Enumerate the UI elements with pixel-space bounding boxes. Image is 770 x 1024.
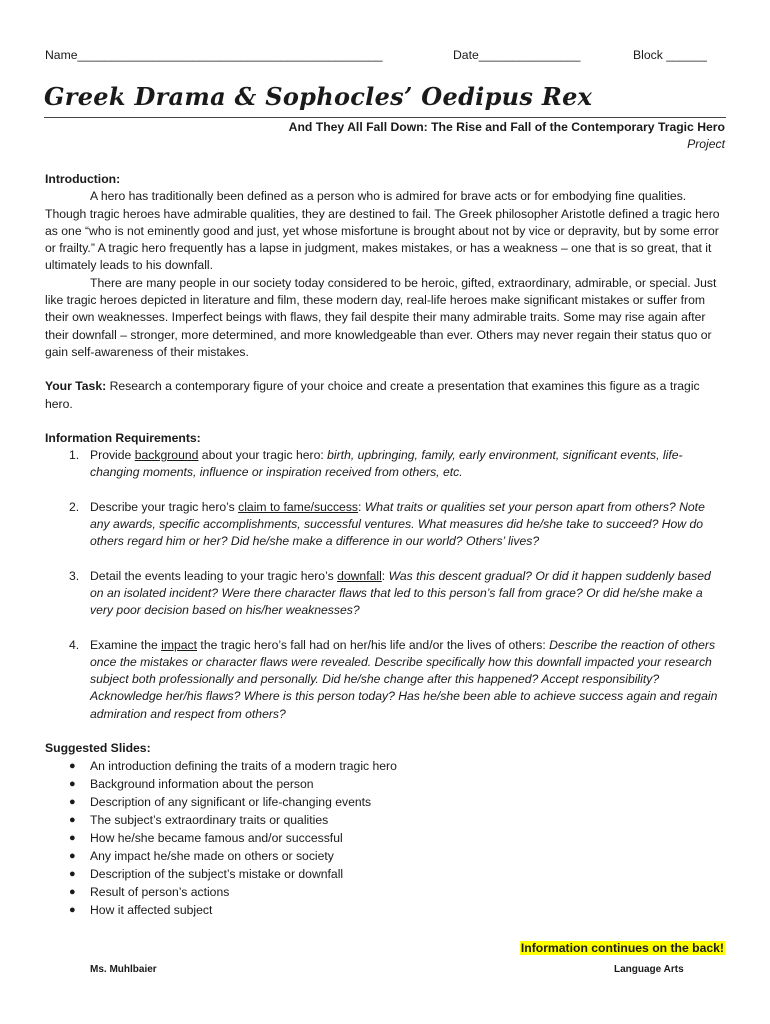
requirement-number: 4. bbox=[69, 637, 80, 652]
list-item: ● The subject’s extraordinary traits or qualities bbox=[69, 813, 329, 828]
footer-subject: Language Arts bbox=[614, 964, 684, 975]
requirement-key: downfall bbox=[337, 568, 382, 583]
list-item: ● Result of person’s actions bbox=[69, 885, 230, 900]
task-paragraph bbox=[45, 378, 725, 413]
requirement-key: background bbox=[134, 448, 199, 463]
requirement-number: 2. bbox=[69, 499, 80, 514]
intro-paragraph-2: There are many people in our society today considered to be heroic, gifted, extraordinary, admirable, or special. Just like tragic heroes depicted in literature and film, these modern day, real-life heroes make significant mistakes or suffer from their own weaknesses. Imperfect beings with flaws, they fail despite their many admirable traits. Some may rise again after their downfall – stronger, more determined, and more knowledgeable than ever. Others may never regain their status quo or gain self-awareness of their mistakes. bbox=[45, 275, 717, 359]
block-field: Block ______ bbox=[633, 48, 707, 62]
intro-paragraph-1: A hero has traditionally been defined as a person who is admired for brave acts or for embodying fine qualities. Though tragic heroes have admirable qualities, they are destined to fail. The Greek philosopher Aristotle defined a tragic hero as one “who is not eminently good and just, yet whose misfortune is brought about not by vice or depravity, but by some error or frailty.” A tragic hero frequently has a lapse in judgment, makes mistakes, or has a weakness – one that is so great, that it ultimately leads to his downfall. bbox=[45, 189, 720, 273]
bullet-icon: ● bbox=[69, 904, 76, 917]
requirement-item: 4. Examine the impact the tragic hero’s fall had on her/his life and/or the lives of others: Describe the reaction of others once the mistakes or character flaws were revealed. Describe specifically how this downfall impacted your research subject both professionally and personally. Did he/she change after this happened? Accept responsibility? Acknowledge her/his flaws? Where is this person today? Has he/she been able to achieve success again and regain admiration and respect from others? bbox=[69, 637, 718, 721]
task-label: Your Task: bbox=[45, 379, 107, 394]
footer-teacher: Ms. Muhlbaier bbox=[90, 964, 157, 975]
requirement-details: Describe the reaction of others once the mistakes or character flaws were revealed. Describe specifically how this downfall impacted your research subject both professionally and personally. Did he/she change after this happened? Accept responsibility? Acknowledge her/his flaws? Where is this person today? Has he/she been able to achieve success again and regain admiration and respect from others? bbox=[90, 637, 718, 721]
continued-note: Information continues on the back! bbox=[520, 941, 724, 955]
list-item: ● Any impact he/she made on others or society bbox=[69, 849, 334, 864]
bullet-icon: ● bbox=[69, 850, 76, 863]
title-divider bbox=[44, 117, 726, 118]
project-label: Project bbox=[687, 137, 725, 151]
body-content bbox=[45, 171, 725, 919]
task-text: Research a contemporary figure of your choice and create a presentation that examines this figure as a tragic hero. bbox=[45, 379, 700, 411]
bullet-icon: ● bbox=[69, 778, 76, 791]
requirement-number: 3. bbox=[69, 568, 80, 583]
requirement-details: birth, upbringing, family, early environment, significant events, life-changing moments, influence or inspiration received from others, etc. bbox=[90, 448, 683, 480]
requirement-details: Was this descent gradual? Or did it happen suddenly based on an isolated incident? Were there character flaws that led to this person’s fall from grace? Or did he/she make a very poor decision based on his/her weaknesses? bbox=[90, 568, 711, 618]
list-item: ● Background information about the person bbox=[69, 777, 314, 792]
intro-heading: Introduction: bbox=[45, 172, 121, 186]
page-title: Greek Drama & Sophocles’ Oedipus Rex bbox=[44, 82, 593, 111]
list-item: ● How he/she became famous and/or successful bbox=[69, 831, 343, 846]
name-field: Name_____________________________________________ bbox=[45, 48, 383, 62]
header-fields bbox=[45, 48, 710, 66]
list-item: ● Description of the subject’s mistake or downfall bbox=[69, 867, 344, 882]
slides-heading: Suggested Slides: bbox=[45, 741, 151, 756]
requirement-details: What traits or qualities set your person apart from others? Note any awards, specific accomplishments, successful ventures. What measures did he/she take to succeed? How do others regard him or her? Did he/she make a difference in our world? Others’ lives? bbox=[90, 499, 705, 549]
list-item: ● An introduction defining the traits of a modern tragic hero bbox=[69, 759, 397, 774]
bullet-icon: ● bbox=[69, 814, 76, 827]
bullet-icon: ● bbox=[69, 832, 76, 845]
bullet-icon: ● bbox=[69, 886, 76, 899]
bullet-icon: ● bbox=[69, 760, 76, 773]
list-item: ● How it affected subject bbox=[69, 903, 213, 918]
bullet-icon: ● bbox=[69, 796, 76, 809]
date-field: Date_______________ bbox=[453, 48, 581, 62]
requirement-item: 2. Describe your tragic hero’s claim to fame/success: What traits or qualities set your person apart from others? Note any awards, specific accomplishments, successful ventures. What measures did he/she take to succeed? How do others regard him or her? Did he/she make a difference in our world? Others’ lives? bbox=[69, 499, 705, 549]
requirement-item: 1. Provide background about your tragic hero: birth, upbringing, family, early environment, significant events, life-changing moments, influence or inspiration received from others, etc. bbox=[69, 448, 683, 480]
requirements-heading: Information Requirements: bbox=[45, 430, 201, 445]
requirement-key: impact bbox=[161, 637, 198, 652]
subtitle: And They All Fall Down: The Rise and Fall of the Contemporary Tragic Hero bbox=[288, 120, 725, 134]
list-item: ● Description of any significant or life-changing events bbox=[69, 795, 372, 810]
bullet-icon: ● bbox=[69, 868, 76, 881]
slides-list bbox=[45, 757, 725, 919]
requirement-key: claim to fame/success bbox=[238, 499, 359, 514]
requirement-item: 3. Detail the events leading to your tragic hero’s downfall: Was this descent gradual? Or did it happen suddenly based on an isolated incident? Were there character flaws that led to this person’s fall from grace? Or did he/she make a very poor decision based on his/her weaknesses? bbox=[69, 568, 711, 618]
requirement-number: 1. bbox=[69, 448, 80, 463]
